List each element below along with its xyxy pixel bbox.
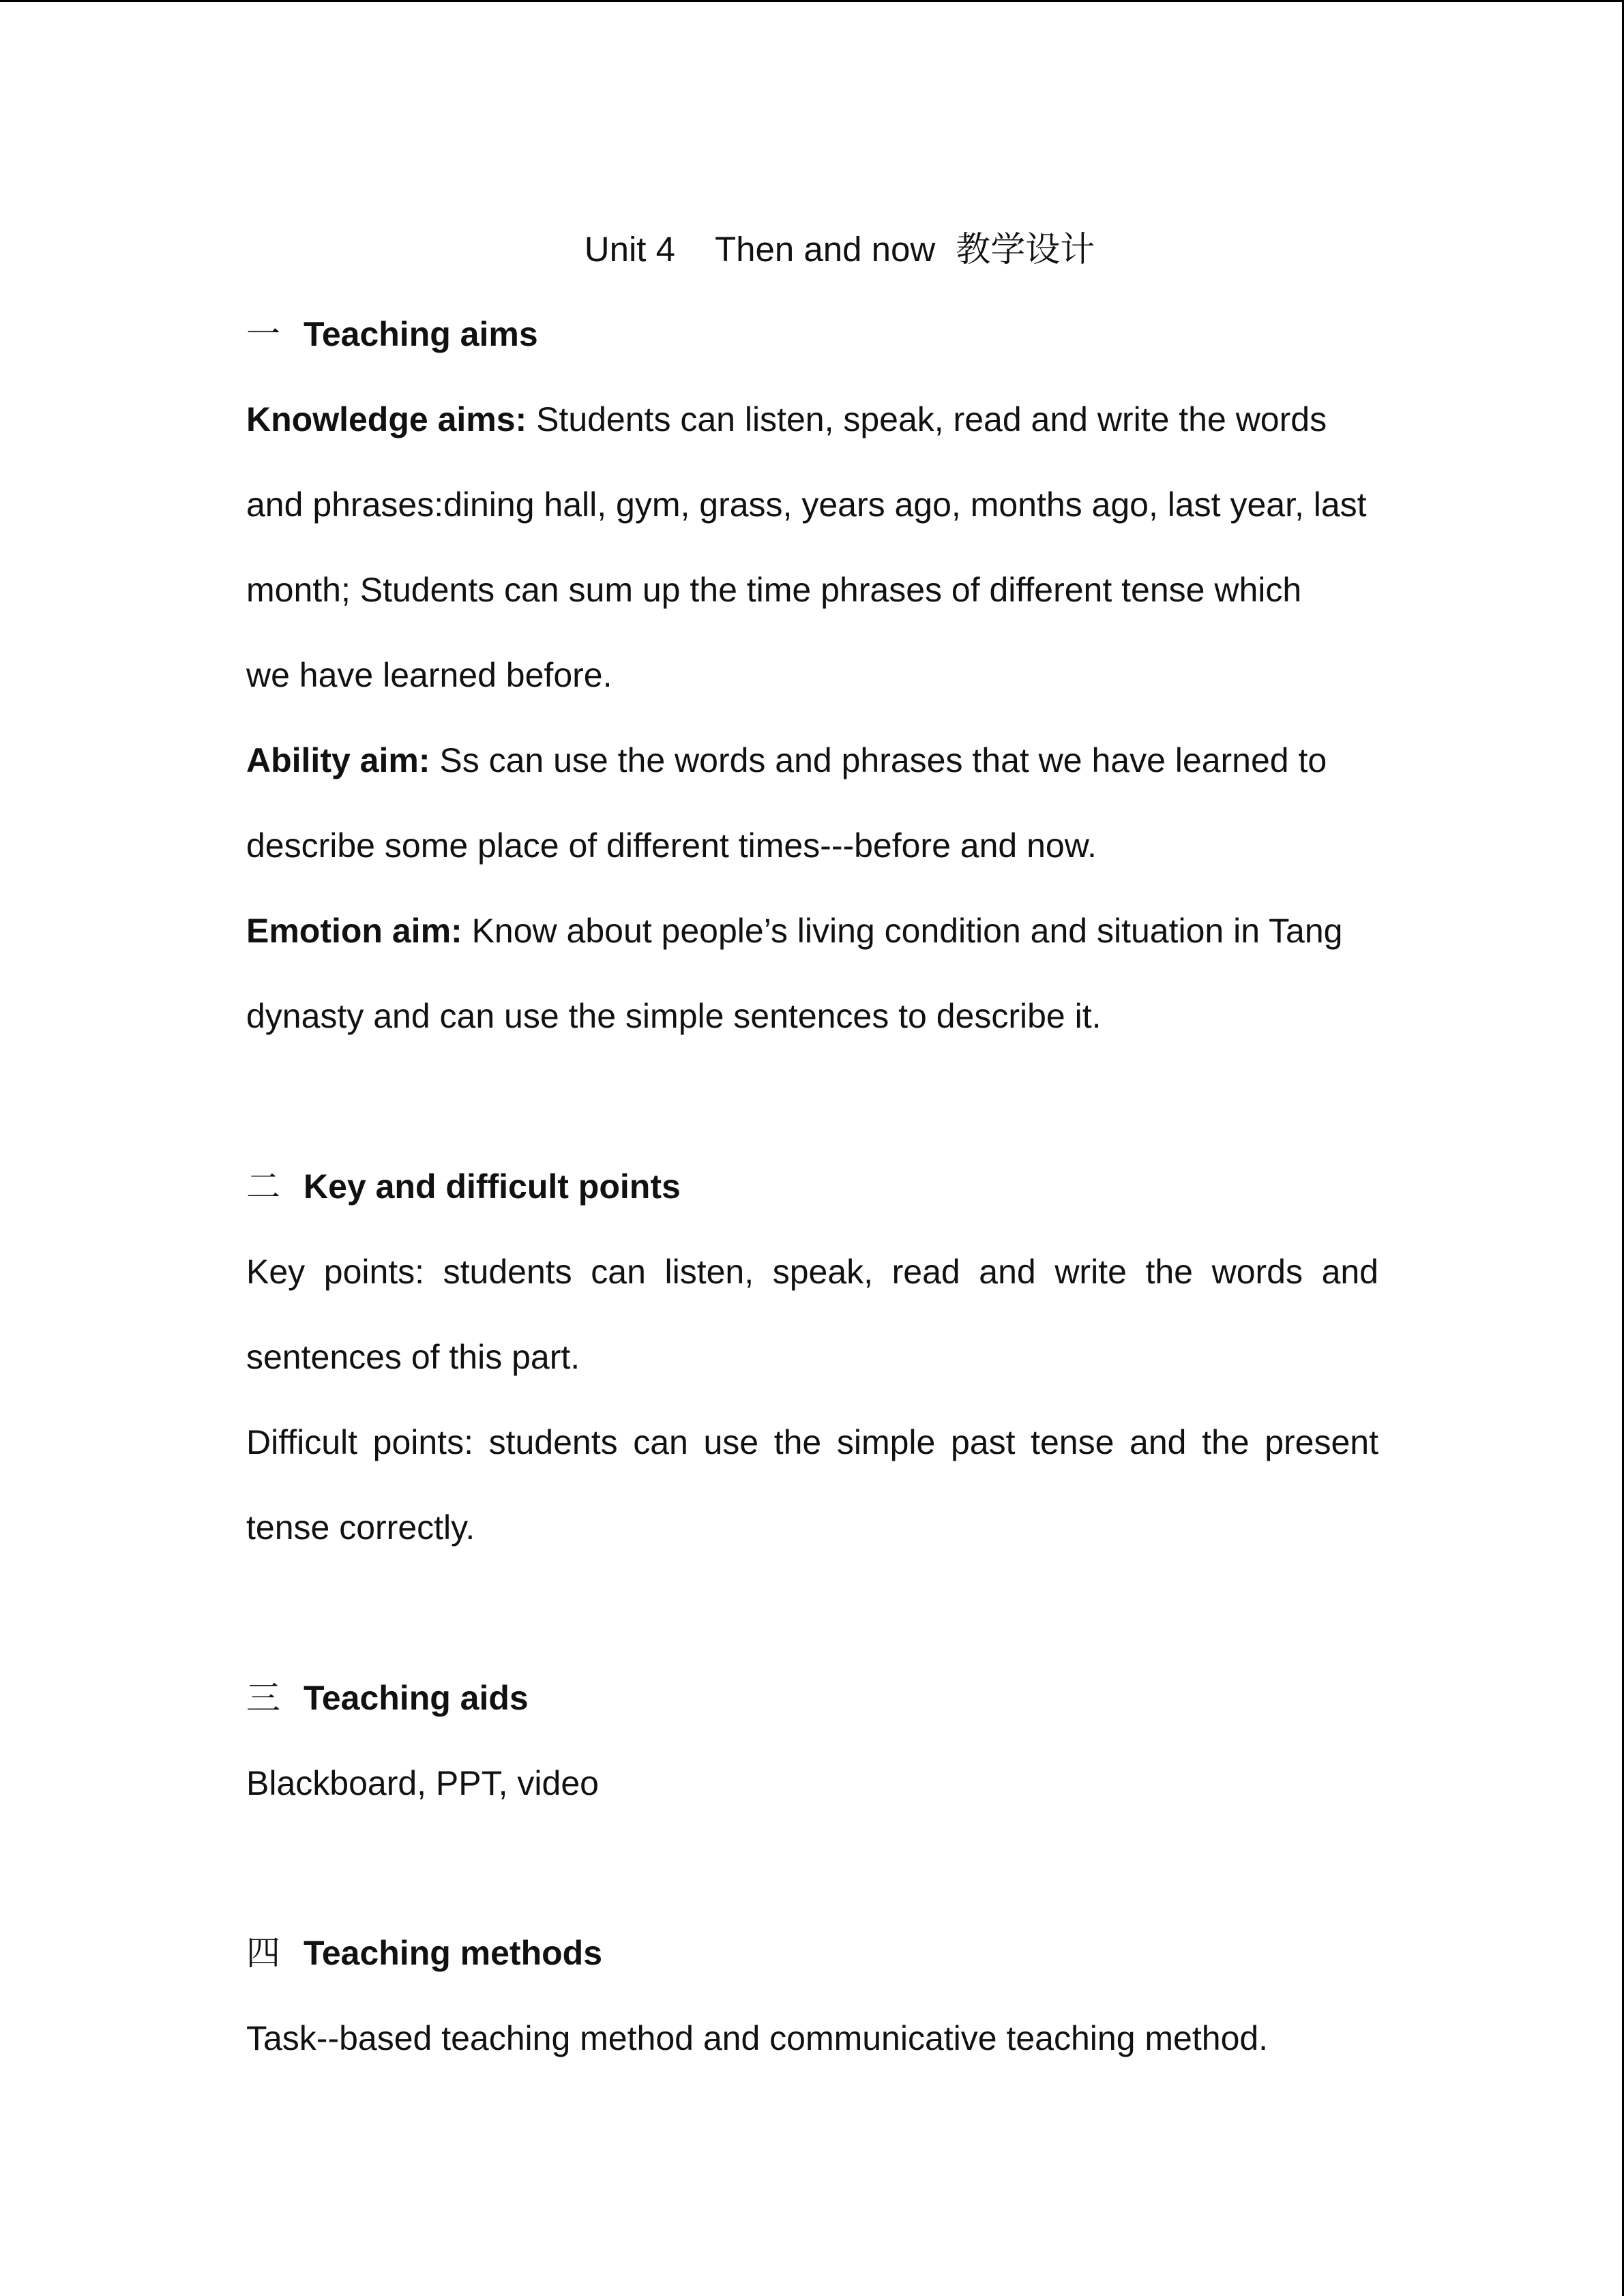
- spacer: [246, 1059, 1378, 1144]
- document-title: [246, 207, 1378, 292]
- spacer: [246, 1826, 1378, 1911]
- emotion-aim-line-1: [246, 889, 1378, 974]
- section-title: Teaching aims: [304, 315, 538, 353]
- section-number: 一: [246, 315, 280, 353]
- section-title: Key and difficult points: [304, 1167, 681, 1206]
- section-heading-key-points: [246, 1144, 1378, 1229]
- document-content: [246, 207, 1378, 2081]
- title-unit: Unit 4: [584, 230, 675, 269]
- emotion-aim-label: Emotion aim:: [246, 912, 462, 950]
- title-cn: 教学设计: [956, 230, 1095, 270]
- title-name: Then and now: [714, 230, 936, 269]
- ability-aim-text: Ss can use the words and phrases that we have learned to: [430, 741, 1327, 779]
- difficult-points-line-1: Difficult points: students can use the simple past tense and the present: [246, 1423, 1378, 1461]
- key-points-line-1: Key points: students can listen, speak, read and write the words and: [246, 1253, 1378, 1291]
- section-number: 三: [246, 1679, 280, 1717]
- knowledge-aims-label: Knowledge aims:: [246, 400, 527, 438]
- difficult-points-line-2: tense correctly.: [246, 1508, 475, 1547]
- section-title: Teaching aids: [304, 1679, 529, 1717]
- ability-aim-line-1: [246, 718, 1378, 803]
- section-heading-teaching-aids: [246, 1656, 1378, 1741]
- knowledge-aims-line-3: month; Students can sum up the time phrases of different tense which: [246, 571, 1302, 609]
- ability-aim-label: Ability aim:: [246, 741, 430, 779]
- section-number: 二: [246, 1167, 280, 1206]
- key-points-line-2: sentences of this part.: [246, 1338, 580, 1376]
- teaching-aids-text: Blackboard, PPT, video: [246, 1764, 599, 1802]
- knowledge-aims-line-2: and phrases:dining hall, gym, grass, years ago, months ago, last year, last: [246, 486, 1367, 524]
- knowledge-aims-text: Students can listen, speak, read and write the words: [527, 400, 1327, 438]
- emotion-aim-line-2: dynasty and can use the simple sentences to describe it.: [246, 997, 1102, 1035]
- emotion-aim-text: Know about people’s living condition and situation in Tang: [462, 912, 1343, 950]
- teaching-methods-text: Task--based teaching method and communicative teaching method.: [246, 2019, 1269, 2057]
- section-heading-teaching-aims: [246, 292, 1378, 377]
- knowledge-aims-line-1: [246, 377, 1378, 462]
- section-title: Teaching methods: [304, 1934, 603, 1972]
- section-heading-teaching-methods: [246, 1911, 1378, 1996]
- section-number: 四: [246, 1934, 280, 1972]
- spacer: [246, 1570, 1378, 1656]
- knowledge-aims-line-4: we have learned before.: [246, 656, 612, 694]
- ability-aim-line-2: describe some place of different times---before and now.: [246, 826, 1097, 865]
